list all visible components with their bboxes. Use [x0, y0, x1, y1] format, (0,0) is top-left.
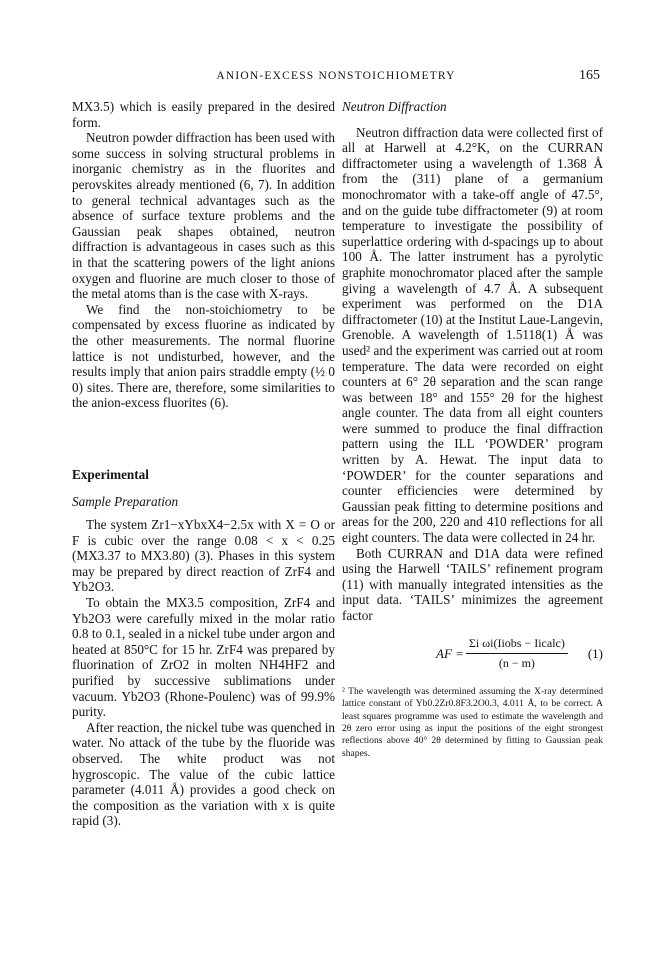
right-column: [342, 99, 603, 760]
subheading-neutron-diffraction: Neutron Diffraction: [342, 99, 447, 114]
paragraph-after-reaction: After reaction, the nickel tube was quenched in water. No attack of the tube by the fluoride was observed. The white product was not hygroscopic. The value of the cubic lattice parameter (4.011 Å) provides a good check on the composition as the variation with x is quite rapid (3).: [72, 719, 335, 829]
paragraph-neutron-data: Neutron diffraction data were collected first of all at Harwell at 4.2°K, on the CURRAN diffractometer using a wavelength of 1.368 Å from the (311) plane of a germanium monochromator with a take-off angle of 47.5°, and on the guide tube diffractometer (9) at room temperature to investigate the possibility of superlattice ordering with d-spacings up to about 100 Å. The latter instrument has a pyrolytic graphite monochromator placed after the sample giving a wavelength of 4.7 Å. A subsequent experiment was performed on the D1A diffractometer (10) at the Institut Laue-Langevin, Grenoble. A wavelength of 1.5118(1) Å was used² and the experiment was carried out at room temperature. The data were recorded on eight counters at 6° 2θ separation and the scan range was between 18° and 155° 2θ for the highest angle counter. The data from all eight counters were summed to produce the final diffraction pattern using the ILL ‘POWDER’ program written by A. Hewat. The input data to ‘POWDER’ for the counter separations and counter efficiencies were determined by Gaussian peak fitting to determine positions and areas for the 200, 220 and 410 reflections for all eight counters. The data were collected in 24 hr.: [342, 124, 603, 546]
section-heading-experimental: Experimental: [72, 466, 149, 482]
paragraph-continued: MX3.5) which is easily prepared in the desired form.: [72, 99, 335, 130]
running-title: ANION-EXCESS NONSTOICHIOMETRY: [216, 70, 456, 82]
paragraph-neutron-powder: Neutron powder diffraction has been used with some success in solving structural problems in inorganic chemistry as in the fluorites and perovskites already mentioned (6, 7). In addition to general technical advantages such as the absence of surface texture problems and the Gaussian peak shapes obtained, neutron diffraction is advantageous in cases such as this in that the scattering powers of the light anions oxygen and fluorine are much closer to those of the metal atoms than is the case with X-rays.: [72, 130, 335, 302]
equation-numerator: Σi ωi(Iiobs − Iicalc): [466, 636, 568, 655]
equation-fraction: [466, 636, 568, 672]
equation-number: (1): [587, 645, 603, 661]
page-number: 165: [579, 68, 600, 83]
footnote-wavelength: ² The wavelength was determined assuming the X-ray determined lattice constant of Yb0.2Zr0.8F3.2O0.3, 4.011 Å, to be correct. A least squares programme was used to estimate the wavelength and 2θ zero error using as input the positions of the eight strongest reflections above 40° 2θ determined by fitting to Gaussian peak shapes.: [342, 685, 603, 759]
paragraph-non-stoichiometry: We find the non-stoichiometry to be compensated by excess fluorine as indicated by the other measurements. The normal fluorine lattice is not undisturbed, however, and the results imply that anion pairs straddle empty (½ 0 0) sites. There are, therefore, some similarities to the anion-excess fluorites (6).: [72, 301, 335, 411]
subheading-sample-preparation: Sample Preparation: [72, 494, 179, 510]
paragraph-composition: To obtain the MX3.5 composition, ZrF4 and Yb2O3 were carefully mixed in the molar ratio 0.8 to 0.1, sealed in a nickel tube under argon and heated at 850°C for 15 hr. ZrF4 was prepared by fluorination of ZrO2 in molten NH4HF2 and purified by successive sublimations under vacuum. Yb2O3 (Rhone-Poulenc) was of 99.9% purity.: [72, 595, 335, 720]
paragraph-system: The system Zr1−xYbxX4−2.5x with X = O or F is cubic over the range 0.08 < x < 0.25 (MX3.37 to MX3.80) (3). Phases in this system may be prepared by direct reaction of ZrF4 and Yb2O3.: [72, 517, 335, 595]
left-column: [72, 99, 335, 829]
equation-agreement-factor: [342, 636, 603, 672]
equation-lhs: AF =: [436, 645, 464, 661]
paragraph-refinement: Both CURRAN and D1A data were refined using the Harwell ‘TAILS’ refinement program (11) with manually integrated intensities as the input data. ‘TAILS’ minimizes the agreement factor: [342, 545, 603, 623]
running-header: [72, 70, 600, 88]
equation-denominator: (n − m): [498, 656, 535, 671]
